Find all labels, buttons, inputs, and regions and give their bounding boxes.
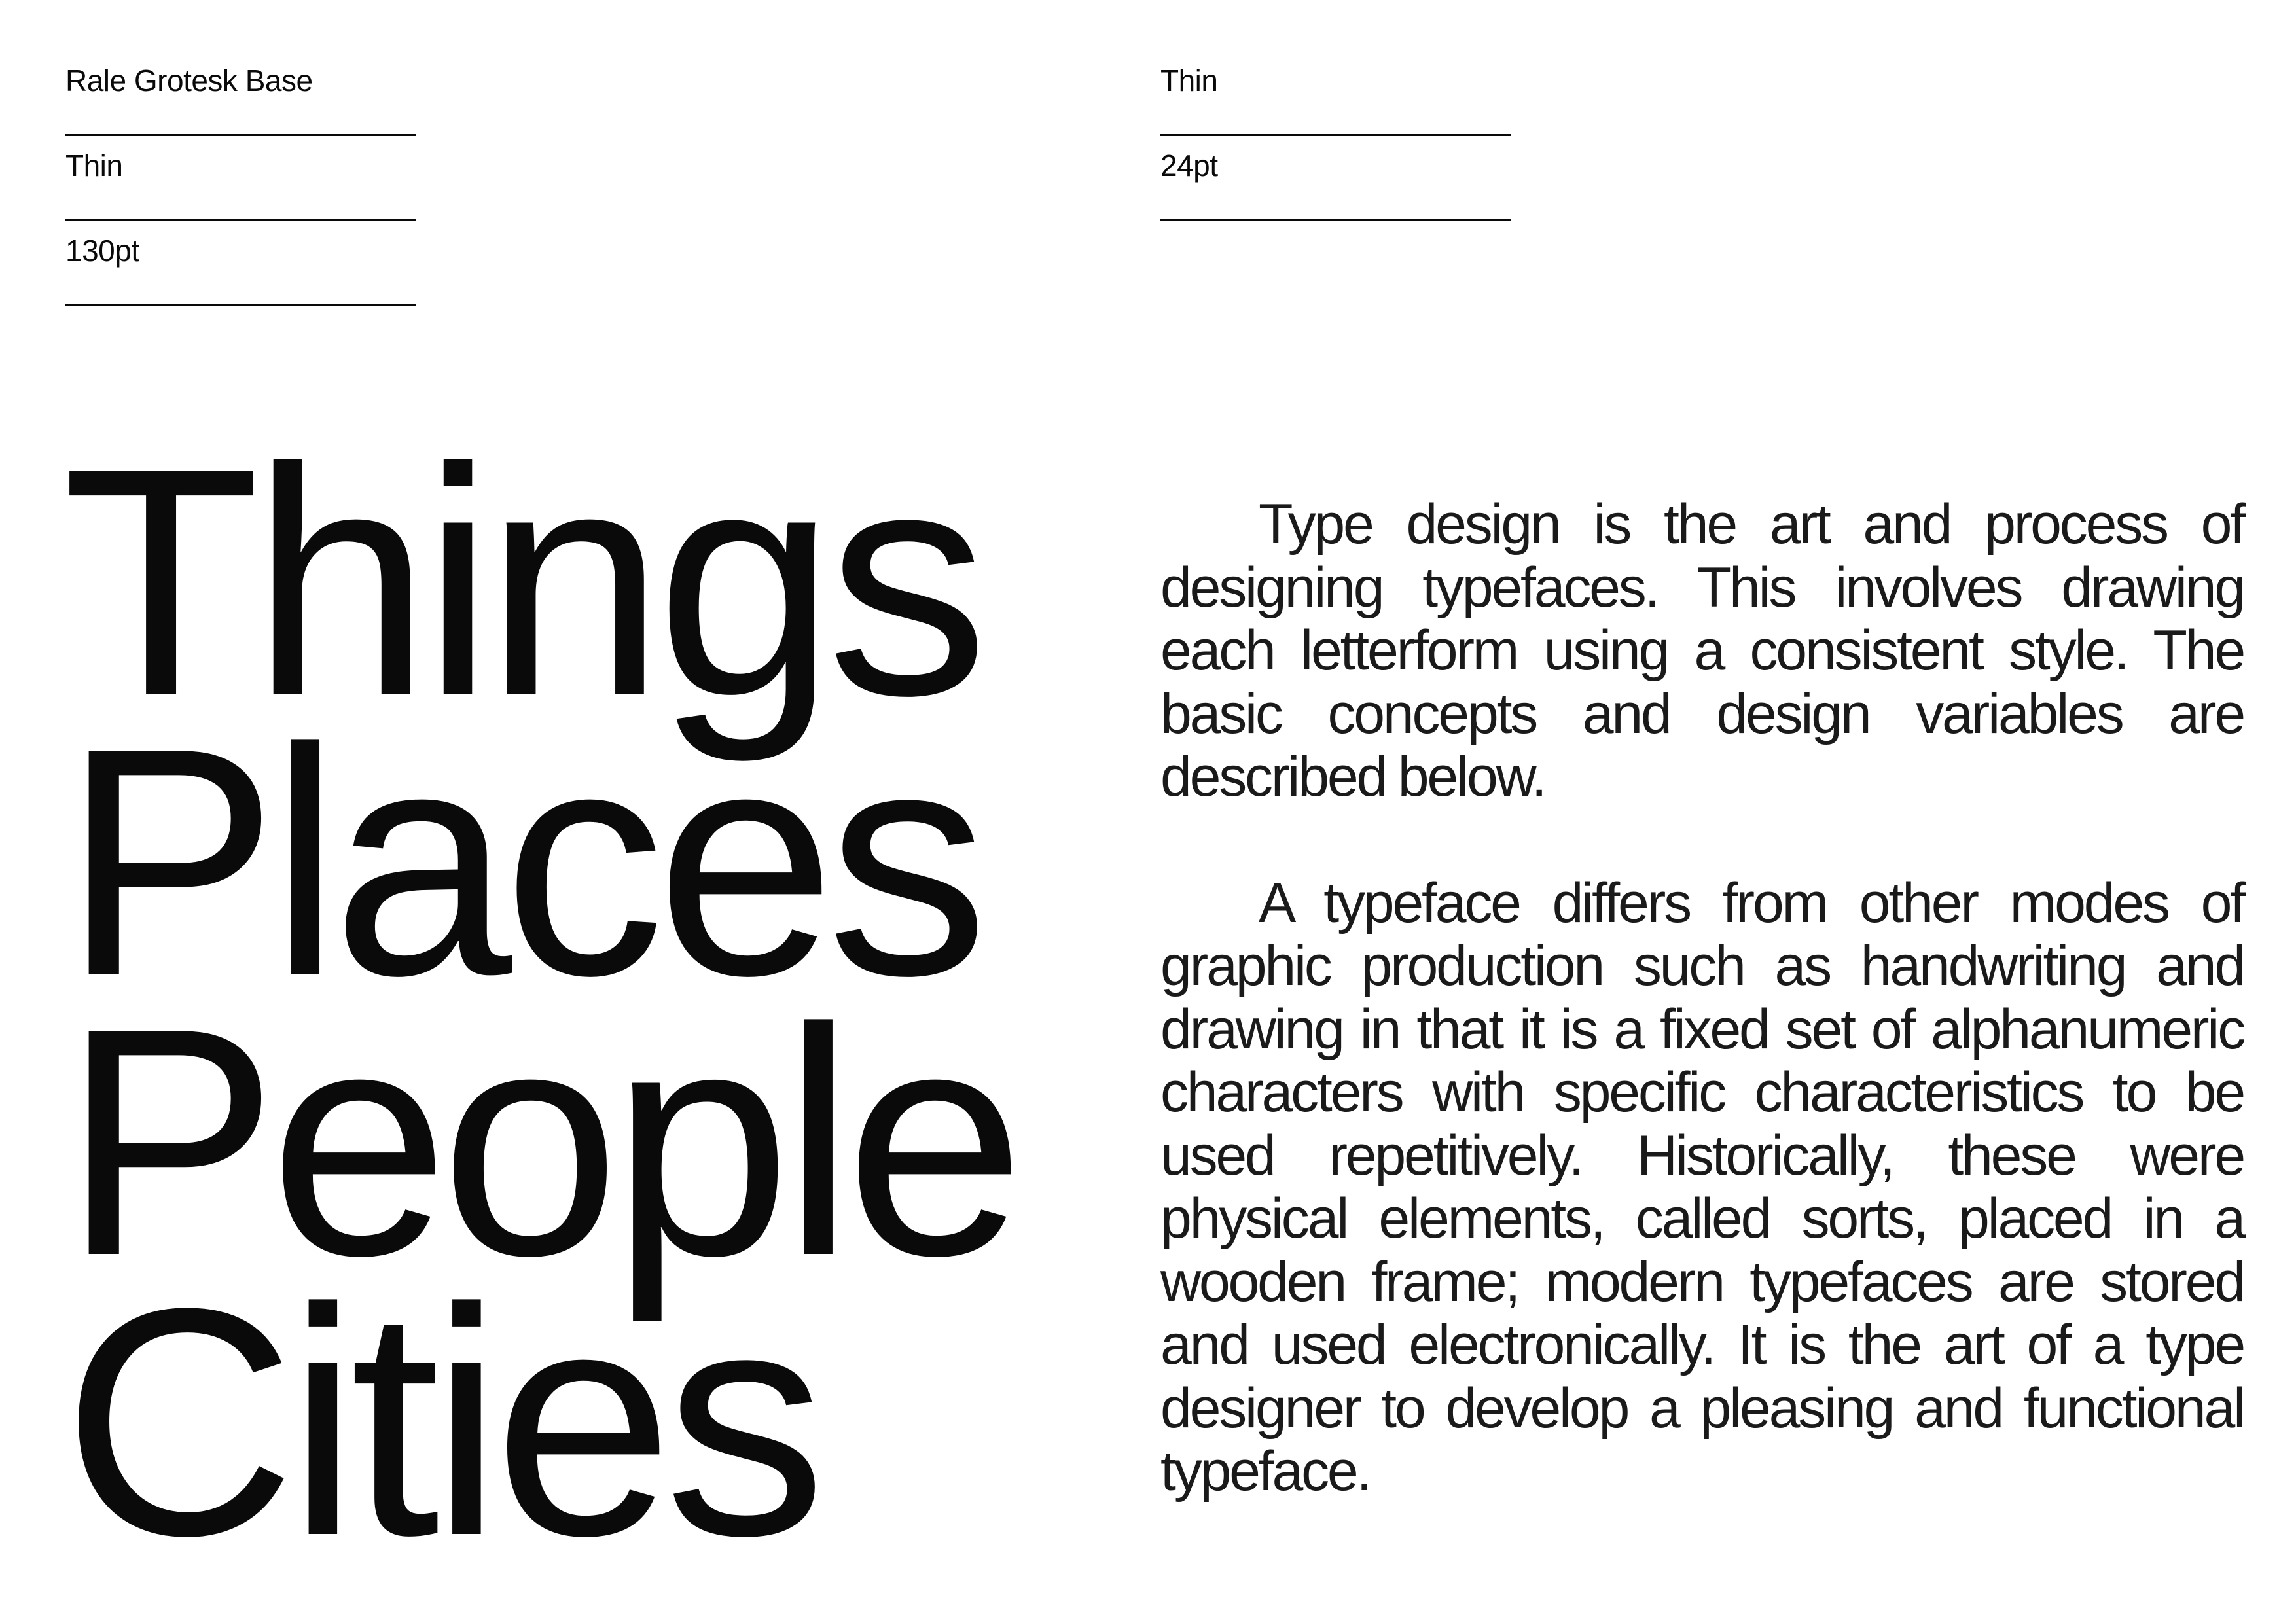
font-size-label: 130pt [65,234,139,268]
display-specimen [62,401,1083,1620]
font-name-label: Rale Grotesk Base [65,63,313,98]
font-weight-label: Thin [65,149,123,183]
body-weight-row [1160,52,1511,136]
display-word-cities: Cities [62,1241,817,1603]
font-weight-row [65,137,416,221]
display-word-people: People [62,961,1016,1323]
specimen-info-left [65,52,416,308]
body-paragraph-2: A typeface differs from other modes of graphic production such as handwriting and drawing in that it is a fixed set of alphanumeric characters with specific characteristics to be used repetitively. Historically, these were physical elements, called sorts, placed in a wooden frame; modern typefaces are stored and used electronically. It is the art of a type designer to develop a pleasing and functional typeface. [1160,871,2244,1503]
body-size-label: 24pt [1160,149,1218,183]
display-word-places: Places [62,681,980,1043]
body-size-row [1160,137,1511,221]
body-text-specimen [1160,493,2244,1503]
display-word-things: Things [62,401,980,762]
body-paragraph-1: Type design is the art and process of designing typefaces. This involves drawing each letterform using a consistent style. The basic concepts and design variables are described below. [1160,493,2244,808]
font-name-row [65,52,416,136]
specimen-info-right [1160,52,1511,223]
font-size-row [65,223,416,306]
body-weight-label: Thin [1160,63,1218,98]
